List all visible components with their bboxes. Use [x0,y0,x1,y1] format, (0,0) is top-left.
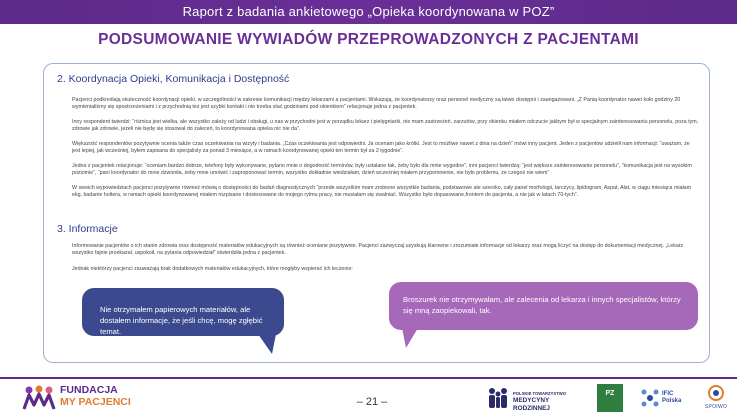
people-icon [22,385,56,411]
report-title-bar [0,0,737,24]
quote-text: Nie otrzymałem papierowych materiałów, ale dostałem informacje, że jeśli chcę, mogę zgłębić temat. [100,305,263,336]
paragraph: Jedna z pacjentek relacjonuje: “oceniam bardzo dobrze, telefony były wykonywane, pytano mnie o dogodność terminów, były ustalane tak, żeby było dla mnie wygodne”, inni pacjenci twierdzą: “jest większe zainteresowanie personelu”, “komunikacja jest na wysokim poziomie”, “pani koordynator do mnie dzwoniła, żeby mnie umówić i zaproponować termin, wszystko dokładnie wiedziałam, dzień wcześniej miałem przypomnienie, nie było problemu, że czegoś nie wiem” [72,163,692,177]
speech-tail-right [402,328,418,348]
logo-line2: MY PACJENCI [60,395,131,408]
page-title: PODSUMOWANIE WYWIADÓW PRZEPROWADZONYCH Z PACJENTAMI [98,31,639,48]
logo-line1: FUNDACJA [60,384,118,396]
footer-divider [0,377,737,379]
section-heading-coordination: 2. Koordynacja Opieki, Komunikacja i Dostępność [57,73,290,85]
ptmr-line1: POLSKIE TOWARZYSTWO [513,391,566,396]
pzp-logo [597,384,623,412]
ific-line2: Polska [662,398,682,404]
speech-tail-left [258,334,276,354]
paragraph: Jednak niektórzy pacjenci zauważają brak dodatkowych materiałów edukacyjnych, które mogłyby wspierać ich leczenie: [72,266,353,272]
ptmr-logo [486,386,586,410]
spoiwo-text: SPOIWO [704,404,728,410]
fundacja-logo [22,385,132,411]
family-icon [486,386,510,410]
paragraph: Pacjenci podkreślają skuteczność koordynacji opieki, w szczególności w zakresie komunikacji między lekarzami a pacjentami. Wskazują, że koordynatorzy oraz personel medyczny są łatwo dostępni i zaangażowani. „Z Panią koordynator nawet koło godziny 20 wymienialiśmy się spostrzeżeniami i z przychodnią też jest szybki kontakt i nie trzeba stać godzinami pod okienkiem” relacjonuje jedna z pacjentek. [72,97,681,111]
ific-logo [640,387,680,411]
flower-icon [701,384,731,404]
paragraph: Informowanie pacjentów o ich stanie zdrowia oraz dostępność materiałów edukacyjnych są również oceniane pozytywnie. Pacjenci zazwyczaj uzyskują klarowne i zrozumiałe informacje od lekarzy oraz mogą liczyć na dostęp do dokumentacji medycznej. „Lekarz wszystko fajnie przekazał, uspokoił, na pytania odpowiedział” stwierdziła jedna z pacjentek. [72,243,684,257]
paragraph: Inny respondent twierdzi: “różnica jest wielka, ale wszystko zależy od ludzi i obsługi, u nas w przychodni jest w porządku lekarz i pielęgniarki, nie mam zastrzeżeń, zarzutów, przy okienku miałem odczucie jakbym był w specjalnym zainteresowaniu personelu, poza tym, zdrowie jak zdrowie, jeżeli nie będę się stosował do zaleceń, to koordynowana opieka nic nie da”. [72,119,699,133]
section-heading-information: 3. Informacje [57,223,118,235]
spoiwo-logo [701,384,731,412]
quote-bubble-right [389,282,698,330]
quote-bubble-left [82,288,284,336]
ific-line1: IFIC [662,391,674,397]
molecule-icon [640,387,660,409]
page-number: – 21 – [356,396,388,408]
paragraph: Większość respondentów pozytywnie ocenia także czas oczekiwania na wizyty i badania. „Czas oczekiwania jest odpowiedni. Ja ocenam jako krótki. Jest to możliwe nawet z dnia na dzień” mówi inny pacjent. Jeden z pacjentów udzielił nam informacji: “uważam, że jest lepiej, jak wcześniej, byłem zapisana do specjalisty za ponad 3 miesiące, a w ramach koordynowanej opieki ten termin był za 2 tygodnie”. [72,141,690,155]
ptmr-line2: MEDYCYNY RODZINNEJ [513,397,550,412]
paragraph: W swoich wypowiedziach pacjenci pozytywnie również mówią o dostępności do badań diagnostycznych “przede wszystkim mam zrobione wszystkie badania, podstawowe ale szeroko, cały panel morfologii, tarczycy, lipidogram, Aspat, Alat, w ciągu miesiąca miałam ekg, badanie holtera, w ramach opieki koordynowanej miałem rozpisane i dostosowane do mojego rytmu pracy, nie musiałam się zwalniać. Wszystko było dopasowane,frontem do pacjenta, a nie jak w latach 70-tych”. [72,185,692,199]
pzp-text: PZ [605,390,615,397]
quote-text: Broszurek nie otrzymywałam, ale zalecenia od lekarza i innych specjalistów, którzy się mną zaopiekowali, tak. [403,295,681,315]
report-title: Raport z badania ankietowego „Opieka koordynowana w POZ” [182,4,555,19]
